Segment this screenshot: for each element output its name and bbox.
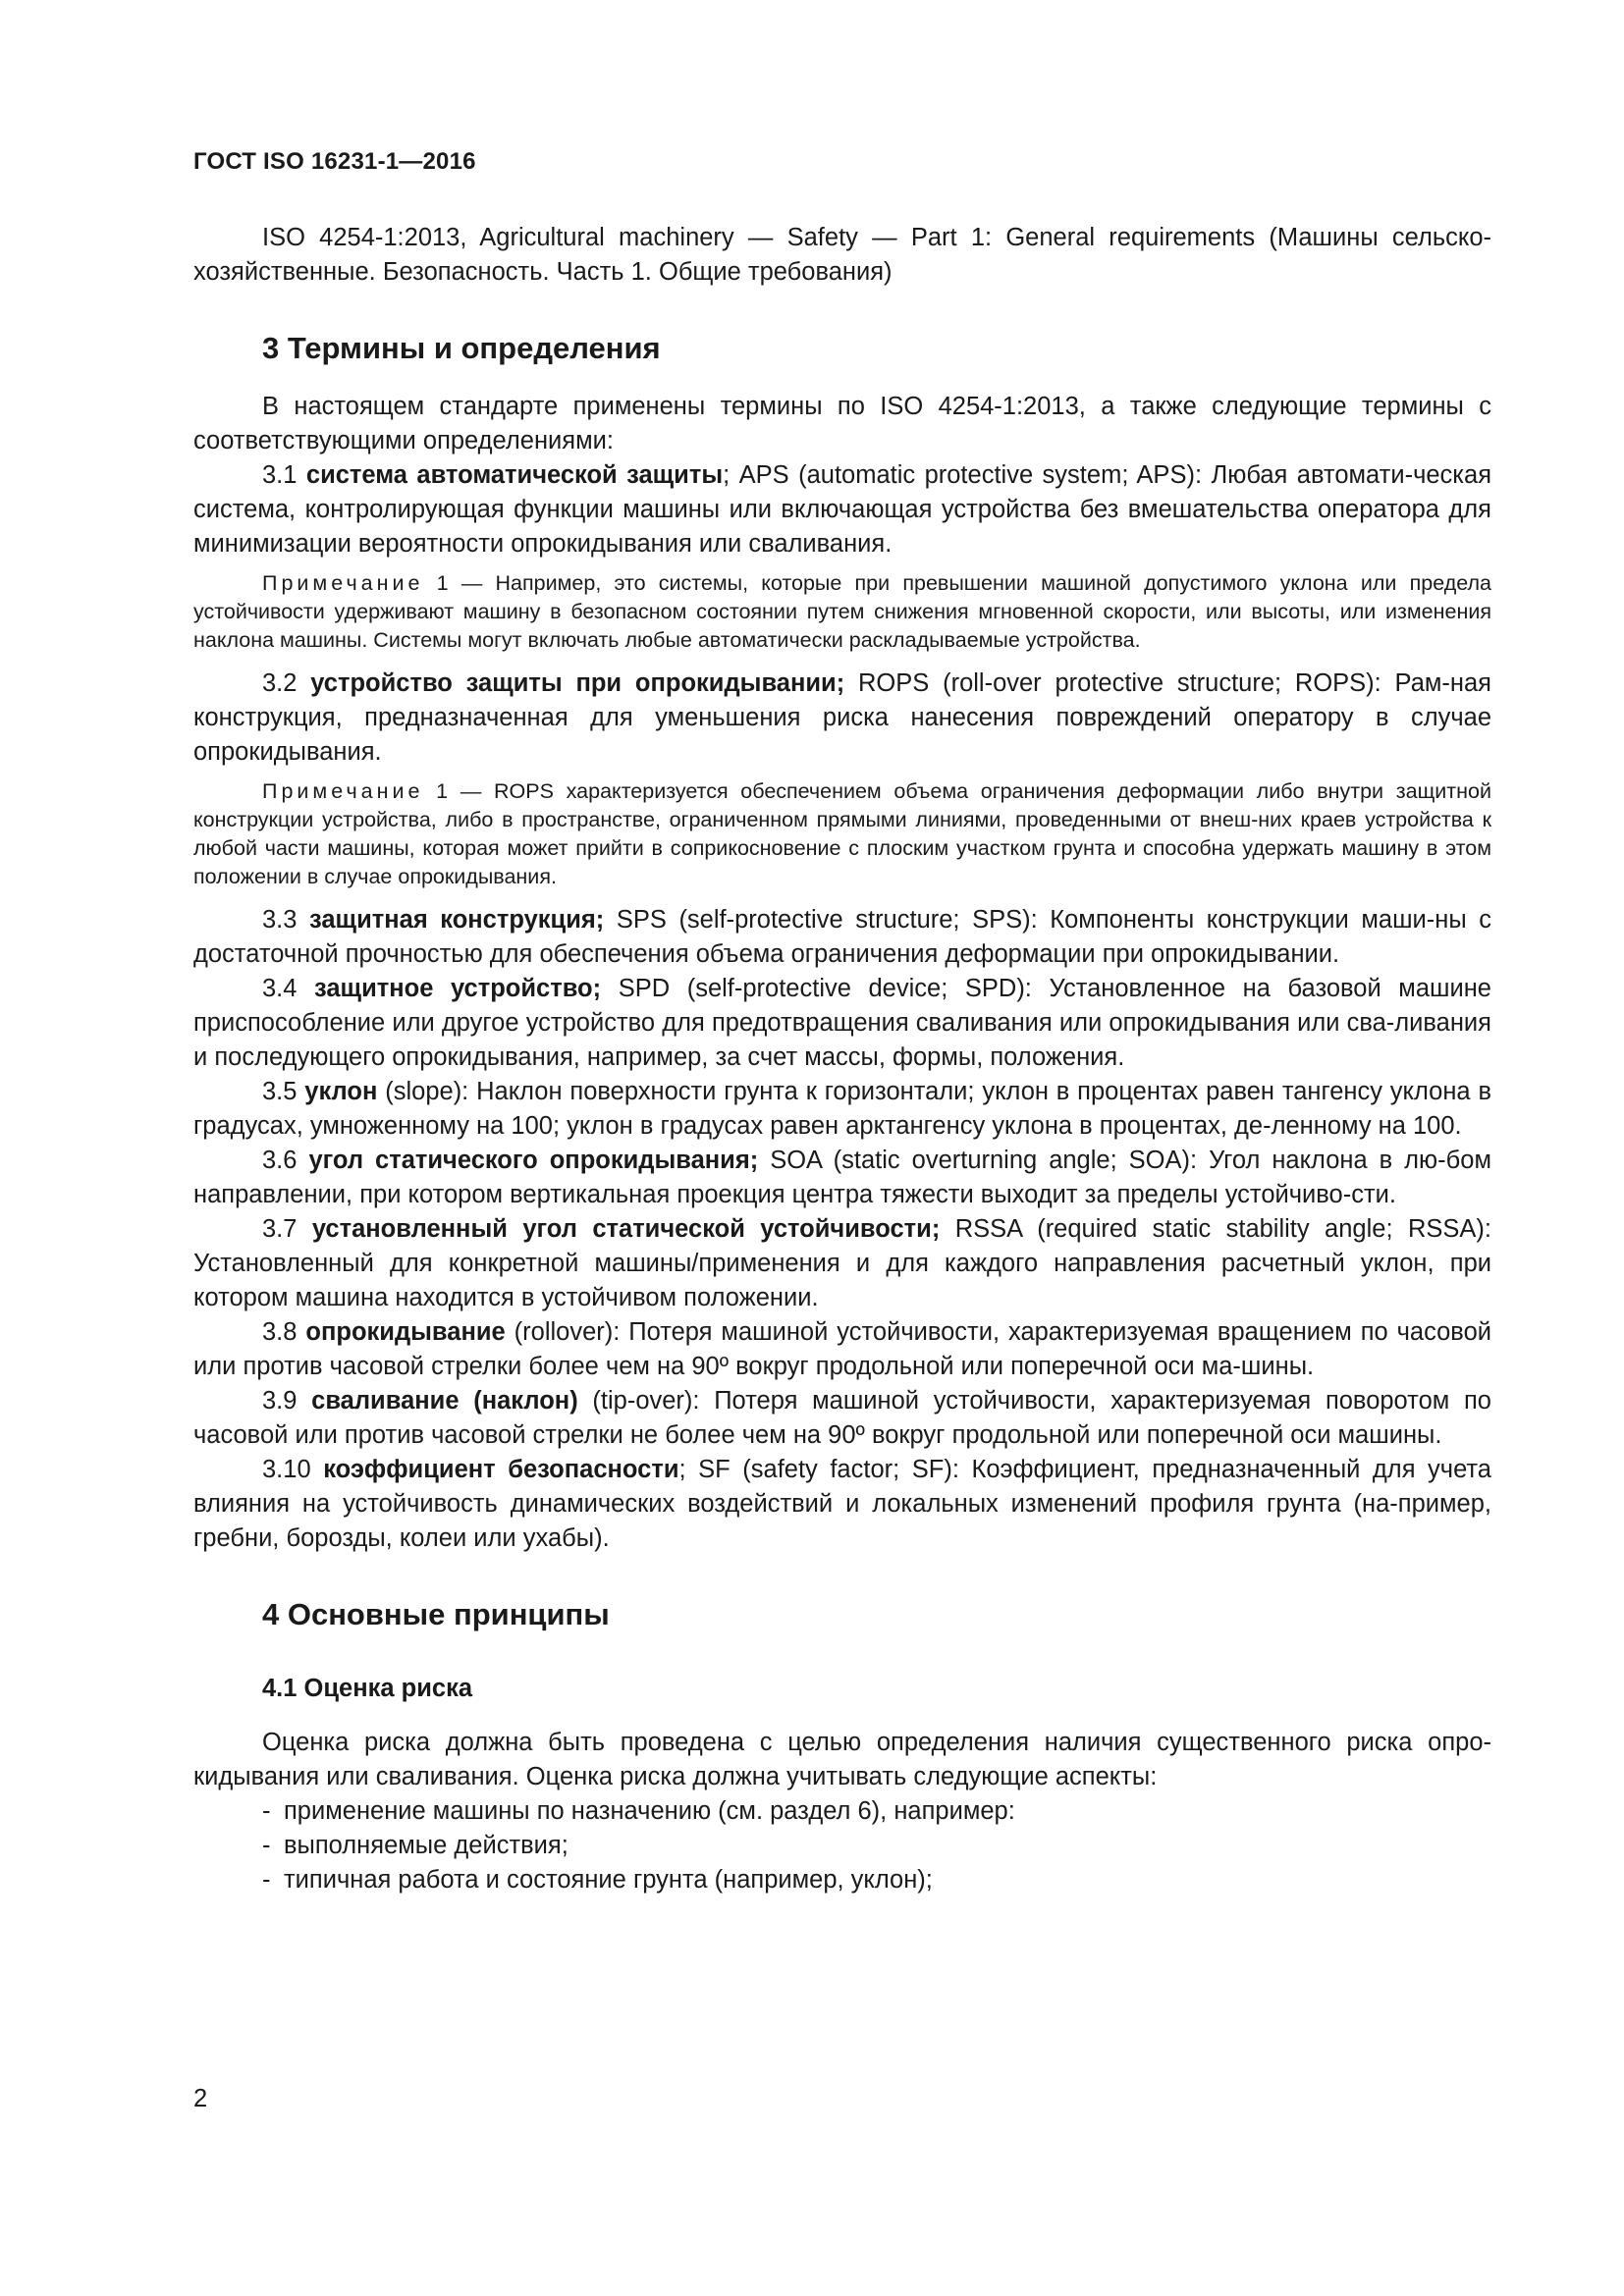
term-definition: SPS (self-protective structure; SPS): Компоненты конструкции маши-ны с достаточной прочностью для обеспечения объема ограничения деформации при опрокидывании. — [193, 906, 1491, 968]
note-label: Примечание — [262, 571, 424, 595]
term-number: 3.7 — [262, 1215, 312, 1243]
term-name: установленный угол статической устойчивости; — [311, 1215, 941, 1243]
subsection-4-1-text: Оценка риска должна быть проведена с целью определения наличия существенного риска опро-кидывания или сваливания. Оценка риска должна учитывать следующие аспекты: — [193, 1729, 1491, 1790]
list-item-text: применение машины по назначению (см. раздел 6), например: — [284, 1797, 1015, 1825]
term-definition: (rollover): Потеря машиной устойчивости, характеризуемая вращением по часовой или против часовой стрелки более чем на 90º вокруг продольной или поперечной оси ма-шины. — [193, 1318, 1491, 1380]
term-name: защитное устройство; — [314, 975, 602, 1002]
section-3-intro: В настоящем стандарте применены термины по ISO 4254-1:2013, а также следующие термины с соответствующими определениями: — [193, 393, 1491, 454]
aspects-list — [193, 1794, 1491, 1897]
term-3-6 — [193, 1144, 1491, 1212]
term-3-5 — [193, 1075, 1491, 1144]
term-name: опрокидывание — [305, 1318, 506, 1346]
term-number: 3.1 — [262, 461, 306, 489]
term-number: 3.8 — [262, 1318, 306, 1346]
term-definition: (slope): Наклон поверхности грунта к горизонтали; уклон в процентах равен тангенсу уклона в градусах, умноженному на 100; уклон в градусах равен арктангенсу уклона в процентах, де-ленному на 100. — [193, 1078, 1491, 1140]
term-definition: SOA (static overturning angle; SOA): Угол наклона в лю-бом направлении, при котором вертикальная проекция центра тяжести выходит за пределы устойчиво-сти. — [193, 1147, 1491, 1208]
term-name: уклон — [304, 1078, 378, 1105]
term-number: 3.9 — [262, 1387, 312, 1415]
subsection-4-1-heading: 4.1 Оценка риска — [262, 1675, 473, 1702]
list-item — [193, 1794, 1491, 1829]
term-definition: ; APS (automatic protective system; APS): Любая автомати-ческая система, контролирующая функции машины или включающая устройства без вмешательства оператора для минимизации вероятности опрокидывания или сваливания. — [193, 461, 1491, 558]
list-dash: - — [262, 1832, 271, 1859]
document-header: ГОСТ ISO 16231-1—2016 — [193, 148, 476, 175]
term-number: 3.4 — [262, 975, 315, 1002]
reference-entry: ISO 4254-1:2013, Agricultural machinery — Safety — Part 1: General requirements (Машины сельско-хозяйственные. Безопасность. Часть 1. Общие требования) — [193, 224, 1491, 286]
list-item-text: выполняемые действия; — [284, 1832, 568, 1859]
section-3-heading: 3 Термины и определения — [262, 331, 661, 365]
section-4-heading: 4 Основные принципы — [262, 1597, 610, 1631]
note-text: ROPS характеризуется обеспечением объема ограничения деформации либо внутри защитной конструкции устройства, либо в пространстве, ограниченном прямыми линиями, проведенными от внеш-них краев устройства к любой части машины, которая может прийти в соприкосновение с плоским участком грунта и способна удержать машину в этом положении в случае опрокидывания. — [193, 779, 1491, 888]
list-item-text: типичная работа и состояние грунта (например, уклон); — [284, 1866, 933, 1894]
list-dash: - — [262, 1797, 271, 1825]
term-number: 3.5 — [262, 1078, 305, 1105]
term-number: 3.3 — [262, 906, 310, 934]
term-3-10 — [193, 1453, 1491, 1556]
term-name: устройство защиты при опрокидывании; — [310, 669, 845, 697]
list-item — [193, 1863, 1491, 1897]
note-number: 1 — — [423, 779, 495, 803]
term-number: 3.2 — [262, 669, 311, 697]
term-number: 3.10 — [262, 1456, 324, 1483]
term-name: сваливание (наклон) — [311, 1387, 578, 1415]
term-name: угол статического опрокидывания; — [308, 1147, 759, 1174]
term-definition: ; SF (safety factor; SF): Коэффициент, предназначенный для учета влияния на устойчивость динамических воздействий и локальных изменений профиля грунта (на-пример, гребни, борозды, колеи или ухабы). — [193, 1456, 1491, 1552]
term-3-8 — [193, 1315, 1491, 1384]
term-3-4 — [193, 972, 1491, 1075]
term-name: коэффициент безопасности — [323, 1456, 679, 1483]
term-3-3 — [193, 903, 1491, 972]
term-3-2 — [193, 667, 1491, 770]
term-definition: RSSA (required static stability angle; RSSA): Установленный для конкретной машины/применения и для каждого направления расчетный уклон, при котором машина находится в устойчивом положении. — [193, 1215, 1491, 1311]
page-number: 2 — [193, 2085, 208, 2112]
note-3-2 — [193, 777, 1491, 891]
term-3-9 — [193, 1384, 1491, 1453]
list-dash: - — [262, 1866, 271, 1894]
term-number: 3.6 — [262, 1147, 309, 1174]
note-number: 1 — — [423, 571, 496, 595]
term-name: защитная конструкция; — [309, 906, 605, 934]
list-item — [193, 1829, 1491, 1863]
note-3-1 — [193, 569, 1491, 655]
term-name: система автоматической защиты — [305, 461, 724, 489]
note-text: Например, это системы, которые при превышении машиной допустимого уклона или предела устойчивости удерживают машину в безопасном состоянии путем снижения мгновенной скорости, или высоты, или изменения наклона машины. Системы могут включать любые автоматически раскладываемые устройства. — [193, 571, 1491, 652]
term-3-7 — [193, 1212, 1491, 1315]
note-label: Примечание — [262, 779, 424, 803]
term-definition: ROPS (roll-over protective structure; ROPS): Рам-ная конструкция, предназначенная для уменьшения риска нанесения повреждений оператору в случае опрокидывания. — [193, 669, 1491, 766]
term-definition: (tip-over): Потеря машиной устойчивости, характеризуемая поворотом по часовой или против часовой стрелки не более чем на 90º вокруг продольной или поперечной оси машины. — [193, 1387, 1491, 1449]
term-definition: SPD (self-protective device; SPD): Установленное на базовой машине приспособление или другое устройство для предотвращения сваливания или опрокидывания или сва-ливания и последующего опрокидывания, например, за счет массы, формы, положения. — [193, 975, 1491, 1071]
term-3-1 — [193, 458, 1491, 561]
document-body — [193, 221, 1491, 1897]
